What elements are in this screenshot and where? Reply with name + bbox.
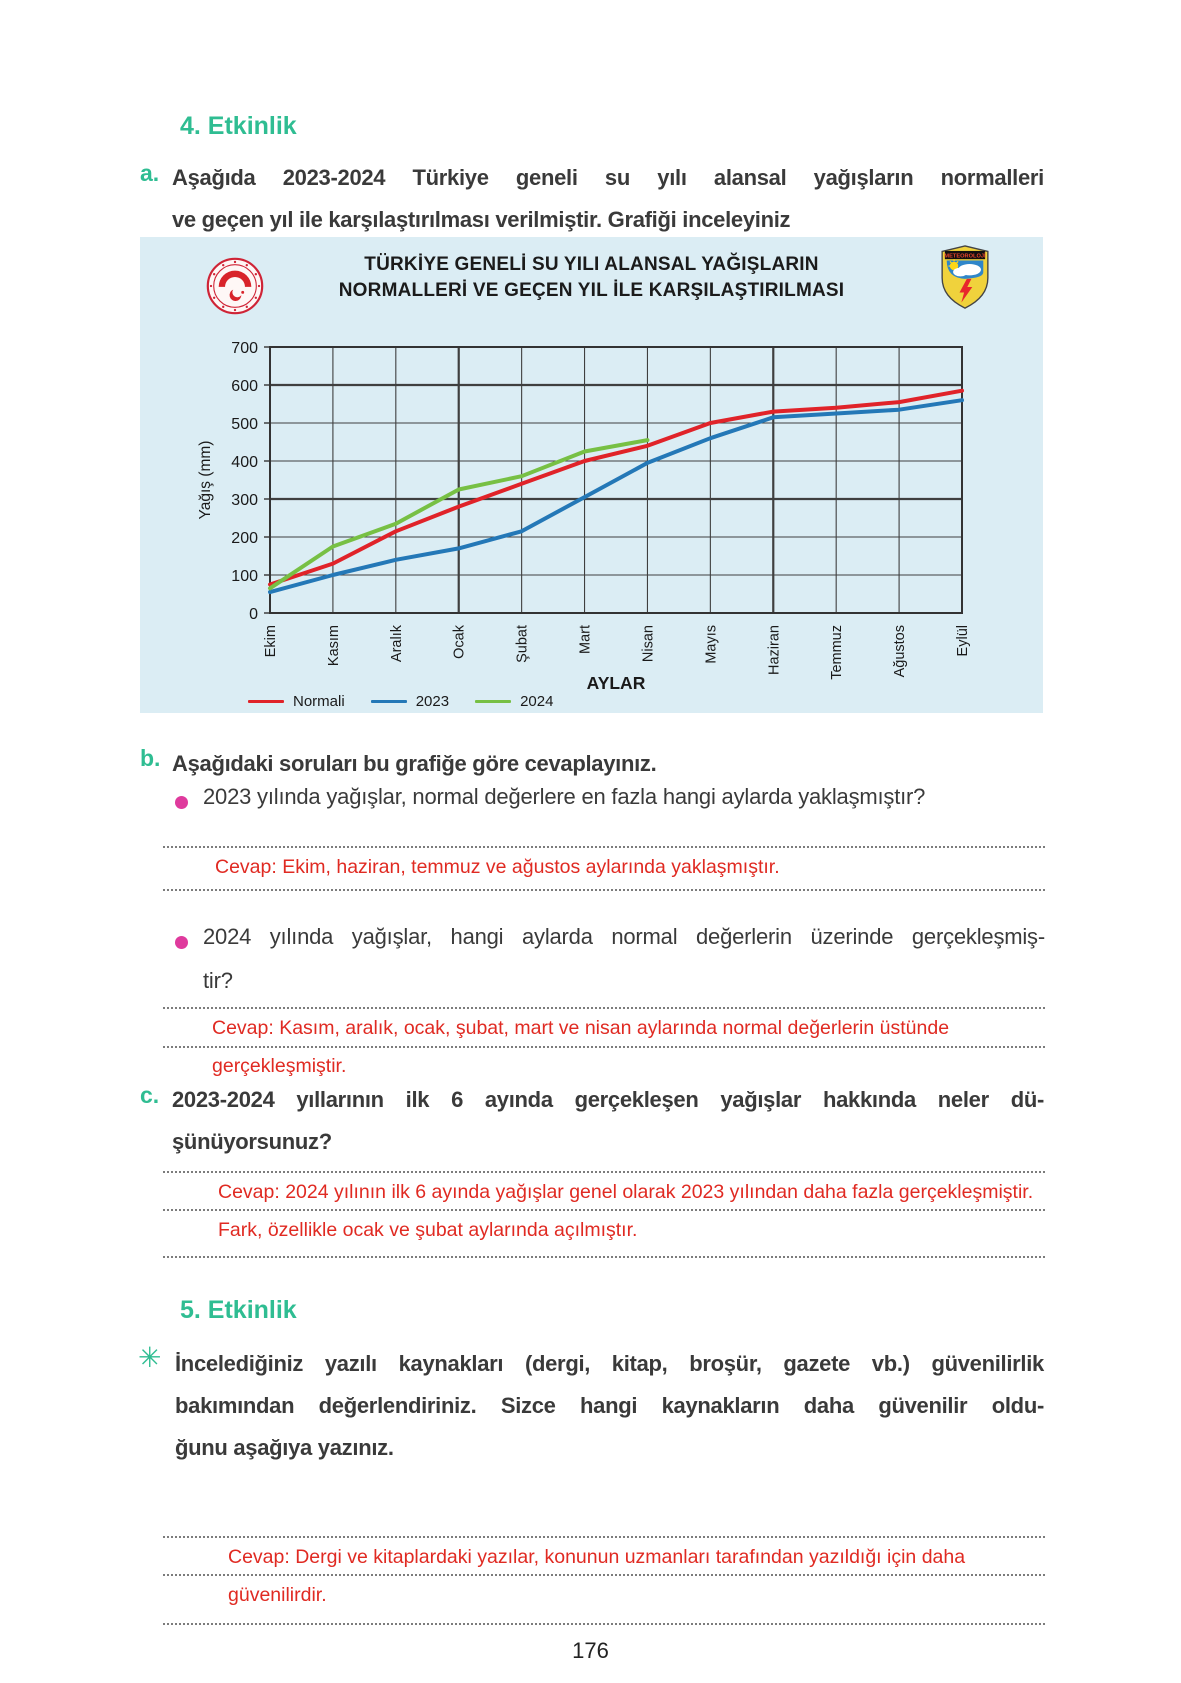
- x-tick-label: Haziran: [766, 625, 783, 675]
- item-c-paragraph: [172, 1079, 1044, 1163]
- legend-dash-icon: [371, 700, 407, 703]
- y-tick-label: 700: [231, 340, 258, 357]
- activity5-line2: bakımından değerlendiriniz. Sizce hangi kaynakların daha güvenilir oldu-: [175, 1393, 1044, 1418]
- asterisk-bullet-icon: ✳: [138, 1342, 162, 1373]
- question2-answer-line2: gerçekleşmiştir.: [212, 1055, 347, 1077]
- dotted-answer-line: [163, 1536, 1045, 1538]
- item-c-answer-line2: Fark, özellikle ocak ve şubat aylarında açılmıştır.: [218, 1219, 638, 1241]
- y-tick-label: 0: [249, 606, 258, 623]
- legend-dash-icon: [475, 700, 511, 703]
- activity4-heading: 4. Etkinlik: [180, 112, 297, 140]
- activity5-heading: 5. Etkinlik: [180, 1296, 297, 1324]
- dotted-answer-line: [163, 1007, 1045, 1009]
- question1-text: 2023 yılında yağışlar, normal değerlere en fazla hangi aylarda yaklaşmıştır?: [203, 784, 926, 809]
- item-c-answer-line1: Cevap: 2024 yılının ilk 6 ayında yağışlar genel olarak 2023 yılından daha fazla gerçekleşmiştir.: [218, 1181, 1034, 1203]
- legend-label: 2024: [520, 693, 554, 710]
- x-tick-label: Temmuz: [829, 625, 846, 680]
- legend-dash-icon: [248, 700, 284, 703]
- x-tick-label: Mart: [577, 625, 594, 654]
- dotted-answer-line: [163, 1209, 1045, 1211]
- x-tick-label: Mayıs: [703, 625, 720, 664]
- question1-answer: Cevap: Ekim, haziran, temmuz ve ağustos aylarında yaklaşmıştır.: [215, 856, 780, 878]
- precipitation-line-chart: [140, 237, 1043, 713]
- x-tick-label: Ağustos: [892, 625, 909, 678]
- dotted-answer-line: [163, 1046, 1045, 1048]
- y-tick-label: 100: [231, 568, 258, 585]
- dotted-answer-line: [163, 1623, 1045, 1625]
- legend-label: Normali: [293, 693, 345, 710]
- meteorology-logo-text: METEOROLOJİ: [944, 253, 986, 260]
- chart-legend: [248, 693, 553, 710]
- activity5-answer-line2: güvenilirdir.: [228, 1584, 327, 1606]
- activity5-answer-line1: Cevap: Dergi ve kitaplardaki yazılar, konunun uzmanları tarafından yazıldığı için daha: [228, 1546, 966, 1568]
- dotted-answer-line: [163, 1171, 1045, 1173]
- y-tick-label: 200: [231, 530, 258, 547]
- x-tick-label: Ocak: [451, 625, 468, 659]
- dotted-answer-line: [163, 1256, 1045, 1258]
- question2-line1: 2024 yılında yağışlar, hangi aylarda normal değerlerin üzerinde gerçekleşmiş-: [203, 924, 1045, 949]
- series-line-Normali: [270, 391, 962, 585]
- legend-item: [248, 693, 345, 710]
- y-tick-label: 500: [231, 416, 258, 433]
- dotted-answer-line: [163, 846, 1045, 848]
- activity5-paragraph: [175, 1343, 1044, 1469]
- dotted-answer-line: [163, 1574, 1045, 1576]
- legend-label: 2023: [415, 693, 450, 710]
- y-axis-title: Yağış (mm): [197, 440, 214, 520]
- activity5-line1: İncelediğiniz yazılı kaynakları (dergi, kitap, broşür, gazete vb.) güvenilirlik: [175, 1351, 1044, 1376]
- chart-panel: [140, 237, 1043, 713]
- x-tick-label: Nisan: [640, 625, 657, 663]
- x-tick-label: Eylül: [955, 625, 971, 657]
- x-tick-label: Aralık: [388, 625, 405, 663]
- x-tick-label: Ekim: [263, 625, 279, 658]
- item-a-line1: Aşağıda 2023-2024 Türkiye geneli su yılı alansal yağışların normalleri: [172, 165, 1044, 190]
- x-tick-label: Şubat: [514, 625, 531, 663]
- series-line-2023: [270, 400, 962, 592]
- y-tick-label: 300: [231, 492, 258, 509]
- item-a-line2: ve geçen yıl ile karşılaştırılması verilmiştir. Grafiği inceleyiniz: [172, 207, 791, 232]
- item-a-paragraph: [172, 157, 1044, 241]
- bullet-icon: [175, 936, 188, 949]
- legend-item: [371, 693, 449, 710]
- page-number: 176: [572, 1638, 609, 1663]
- question2-text: [203, 915, 1045, 1003]
- question2-line2: tir?: [203, 968, 233, 993]
- item-b-text: Aşağıdaki soruları bu grafiğe göre cevaplayınız.: [172, 751, 657, 776]
- x-tick-label: Kasım: [325, 625, 342, 667]
- x-axis-title: AYLAR: [586, 673, 646, 693]
- item-b-marker: b.: [140, 745, 161, 771]
- y-tick-label: 400: [231, 454, 258, 471]
- item-a-marker: a.: [140, 160, 160, 186]
- chart-title-line2: NORMALLERİ VE GEÇEN YIL İLE KARŞILAŞTIRILMASI: [338, 280, 845, 301]
- bullet-icon: [175, 796, 188, 809]
- question2-answer-line1: Cevap: Kasım, aralık, ocak, şubat, mart ve nisan aylarında normal değerlerin üstünde: [212, 1017, 950, 1039]
- item-c-line2: şünüyorsunuz?: [172, 1129, 332, 1154]
- item-c-marker: c.: [140, 1082, 160, 1108]
- y-tick-label: 600: [231, 378, 258, 395]
- item-c-line1: 2023-2024 yıllarının ilk 6 ayında gerçekleşen yağışlar hakkında neler dü-: [172, 1087, 1044, 1112]
- legend-item: [475, 693, 553, 710]
- dotted-answer-line: [163, 889, 1045, 891]
- activity5-line3: ğunu aşağıya yazınız.: [175, 1435, 394, 1460]
- chart-title-line1: TÜRKİYE GENELİ SU YILI ALANSAL YAĞIŞLARIN: [364, 254, 819, 275]
